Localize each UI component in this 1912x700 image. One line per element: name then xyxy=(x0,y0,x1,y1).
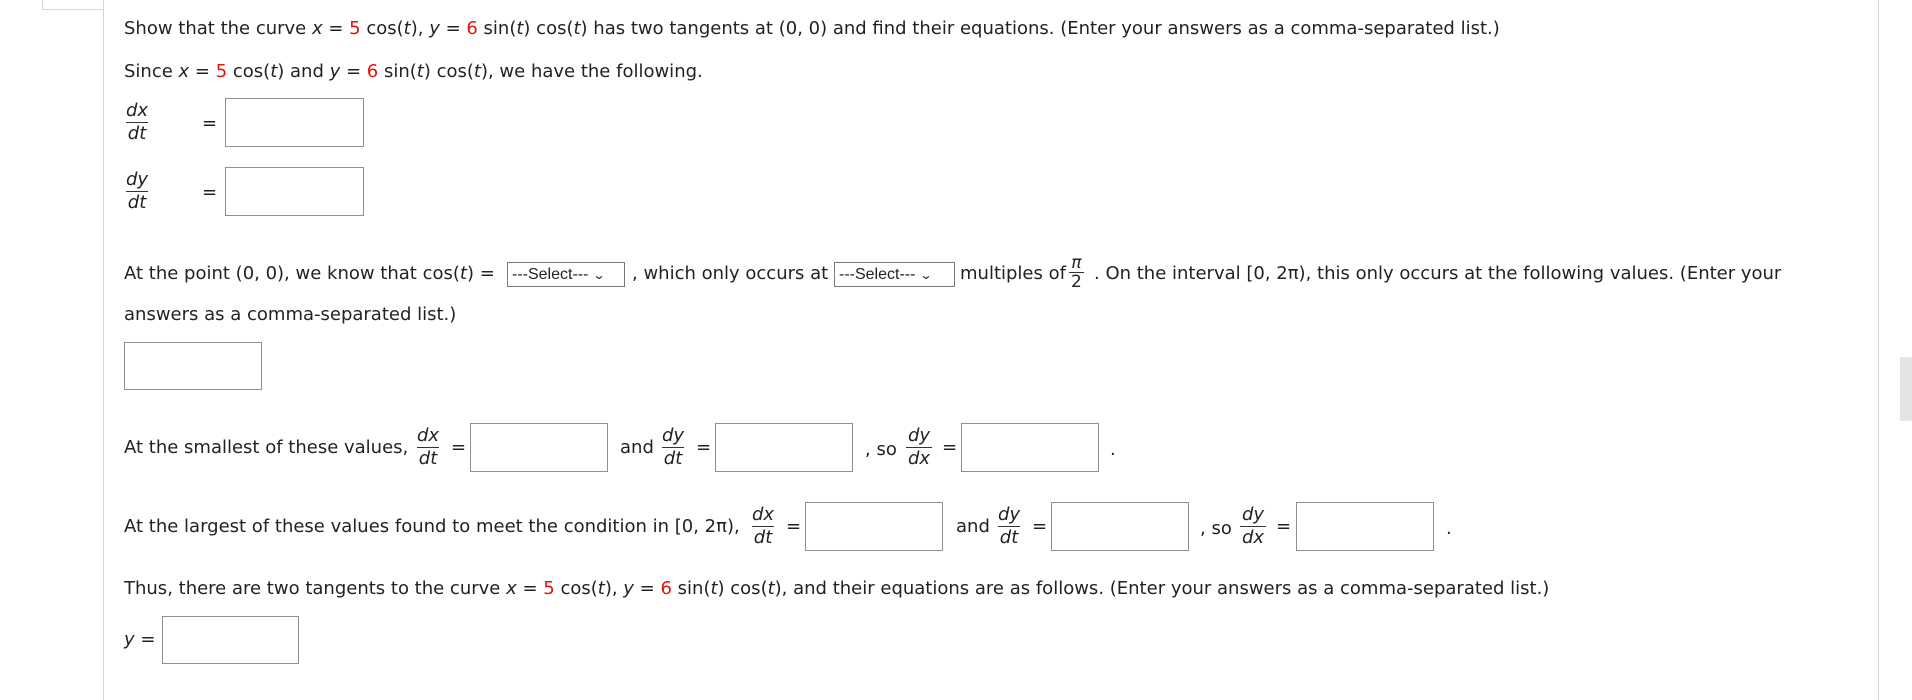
cos-function: ) cos( xyxy=(717,578,768,599)
point-text-part4: . On the interval [0, 2π), this only occurs at the following values. (Enter your xyxy=(1094,263,1782,284)
y-variable: y xyxy=(429,18,440,39)
equals-sign: = xyxy=(202,182,218,203)
equals-sign: = xyxy=(202,113,218,134)
x-coefficient: 5 xyxy=(543,578,555,599)
dx-dt-fraction xyxy=(750,504,776,549)
cos-function: cos( xyxy=(227,61,271,82)
t-variable: t xyxy=(516,18,524,39)
equals-sign: = xyxy=(340,61,367,82)
smallest-dx-dt-input[interactable] xyxy=(470,423,608,472)
so-text: , so xyxy=(865,439,897,460)
equals-sign: = xyxy=(1032,516,1048,537)
point-text: At the point (0, 0), we know that cos( xyxy=(124,263,460,284)
x-variable: x xyxy=(506,578,517,599)
sin-function: sin( xyxy=(477,18,517,39)
sin-function: sin( xyxy=(671,578,711,599)
cos-function: cos( xyxy=(554,578,598,599)
chevron-down-icon: ⌄ xyxy=(592,267,607,282)
select-placeholder: ---Select--- xyxy=(512,265,589,283)
dy-dt-input[interactable] xyxy=(225,167,364,216)
dy-dx-fraction xyxy=(906,425,932,470)
multiples-select[interactable] xyxy=(834,262,955,287)
fraction-denominator: dt xyxy=(999,527,1019,548)
since-text: ), we have the following. xyxy=(480,61,703,82)
largest-dy-dt-input[interactable] xyxy=(1051,502,1189,551)
point-text-part3: multiples of xyxy=(960,263,1066,284)
smallest-label: At the smallest of these values, xyxy=(124,437,409,458)
equals-sign: = xyxy=(633,578,661,599)
point-text: ) = xyxy=(466,263,495,284)
x-variable: x xyxy=(178,61,190,82)
dx-dt-input[interactable] xyxy=(225,98,364,147)
y-variable: y xyxy=(623,578,634,599)
fraction-numerator: dy xyxy=(662,425,685,446)
t-variable: t xyxy=(710,578,718,599)
x-coefficient: 5 xyxy=(349,18,361,39)
t-variable: t xyxy=(416,61,424,82)
fraction-denominator: 2 xyxy=(1071,272,1082,292)
t-values-input[interactable] xyxy=(124,342,262,390)
x-variable: x xyxy=(311,18,323,39)
cos-function: ) cos( xyxy=(523,18,574,39)
fraction-denominator: dt xyxy=(753,527,773,548)
smallest-dy-dx-input[interactable] xyxy=(961,423,1099,472)
y-coefficient: 6 xyxy=(366,61,379,82)
cos-function: ) cos( xyxy=(423,61,474,82)
y-variable: y xyxy=(329,61,341,82)
fraction-numerator: dy xyxy=(908,425,931,446)
equals-sign: = xyxy=(322,18,350,39)
pi-over-2-fraction xyxy=(1069,254,1084,291)
y-coefficient: 6 xyxy=(466,18,478,39)
cos-value-select[interactable] xyxy=(507,262,625,287)
equals-sign: = xyxy=(451,437,467,458)
problem-text: ) has two tangents at (0, 0) and find their equations. (Enter your answers as a comma-separated list.) xyxy=(580,18,1500,39)
answer-label xyxy=(124,628,155,652)
equals-sign: = xyxy=(942,437,958,458)
t-variable: t xyxy=(473,61,481,82)
fraction-numerator: dx xyxy=(417,425,440,446)
fraction-denominator: dt xyxy=(418,448,438,469)
equals-sign: = xyxy=(786,516,802,537)
point-text-part2: , which only occurs at xyxy=(632,263,829,284)
and-text: and xyxy=(956,516,990,537)
thus-text: Thus, there are two tangents to the curve xyxy=(124,578,507,599)
fraction-numerator: dx xyxy=(126,100,149,121)
fraction-numerator: dy xyxy=(1242,504,1265,525)
thus-text: ), xyxy=(604,578,624,599)
t-variable: t xyxy=(459,263,467,284)
fraction-numerator: dx xyxy=(752,504,775,525)
thus-text: ), and their equations are as follows. (Enter your answers as a comma-separated list.) xyxy=(774,578,1550,599)
sin-function: sin( xyxy=(378,61,417,82)
fraction-denominator: dx xyxy=(1242,527,1265,548)
since-text: ) and xyxy=(277,61,330,82)
equals-sign: = xyxy=(439,18,467,39)
dy-dt-fraction xyxy=(124,169,150,214)
dy-dt-fraction xyxy=(660,425,686,470)
equals-sign: = xyxy=(696,437,712,458)
page-scrollbar-thumb[interactable] xyxy=(1900,357,1912,421)
dy-dt-fraction xyxy=(996,504,1022,549)
t-variable: t xyxy=(270,61,278,82)
select-placeholder: ---Select--- xyxy=(839,265,916,283)
since-statement xyxy=(124,60,703,84)
fraction-denominator: dx xyxy=(908,448,931,469)
dx-dt-fraction xyxy=(415,425,441,470)
point-text-part5: answers as a comma-separated list.) xyxy=(124,304,457,325)
y-variable: y xyxy=(124,629,135,650)
tangent-equations-input[interactable] xyxy=(162,616,299,664)
equals-sign: = xyxy=(516,578,544,599)
problem-text: Show that the curve xyxy=(124,18,312,39)
chevron-down-icon: ⌄ xyxy=(919,267,934,282)
fraction-numerator: dy xyxy=(998,504,1021,525)
fraction-denominator: dt xyxy=(127,192,147,213)
t-variable: t xyxy=(597,578,605,599)
so-text: , so xyxy=(1200,518,1232,539)
equals-sign: = xyxy=(189,61,216,82)
equals-sign: = xyxy=(134,629,156,650)
largest-dy-dx-input[interactable] xyxy=(1296,502,1434,551)
problem-text: ), xyxy=(410,18,430,39)
largest-dx-dt-input[interactable] xyxy=(805,502,943,551)
equals-sign: = xyxy=(1276,516,1292,537)
fraction-numerator: π xyxy=(1071,253,1082,273)
problem-statement xyxy=(124,17,1500,41)
fraction-numerator: dy xyxy=(126,169,149,190)
t-variable: t xyxy=(403,18,411,39)
cos-function: cos( xyxy=(360,18,404,39)
fraction-denominator: dt xyxy=(663,448,683,469)
fraction-denominator: dt xyxy=(127,123,147,144)
t-variable: t xyxy=(573,18,581,39)
period-text: . xyxy=(1110,439,1116,460)
dy-dx-fraction xyxy=(1240,504,1266,549)
and-text: and xyxy=(620,437,654,458)
since-text: Since xyxy=(124,61,179,82)
thus-statement xyxy=(124,577,1549,601)
smallest-dy-dt-input[interactable] xyxy=(715,423,853,472)
x-coefficient: 5 xyxy=(215,61,228,82)
dx-dt-fraction xyxy=(124,100,150,145)
period-text: . xyxy=(1446,518,1452,539)
y-coefficient: 6 xyxy=(660,578,672,599)
t-variable: t xyxy=(767,578,775,599)
point-text-part1 xyxy=(124,262,495,286)
largest-label: At the largest of these values found to meet the condition in [0, 2π), xyxy=(124,516,740,537)
